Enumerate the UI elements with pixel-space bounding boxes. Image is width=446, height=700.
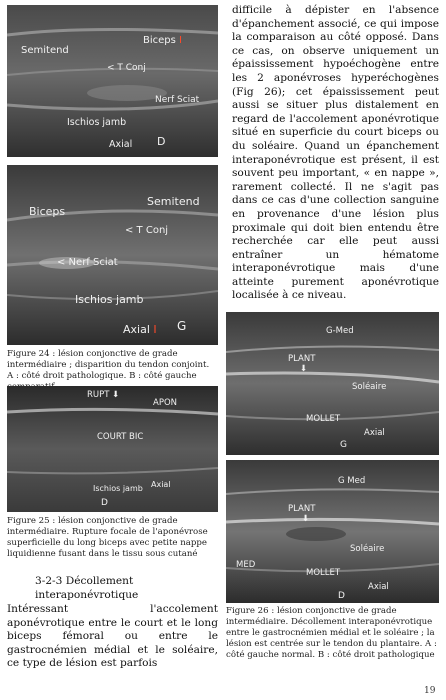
label-side: G <box>177 319 187 333</box>
down-arrow-icon: ⬇ <box>302 514 310 524</box>
label-side: G <box>340 440 347 450</box>
label-tendon-conjoint: < T Conj <box>125 225 169 236</box>
label-side: D <box>157 135 166 148</box>
label-side: D <box>338 591 345 601</box>
label-soleaire: Soléaire <box>350 544 385 554</box>
figure-24-image-b <box>7 165 218 345</box>
figure-26-caption: Figure 26 : lésion conjonctive de grade intermédiaire. Décollement interaponévrotique entre le gastrocnémien médial et le soléaire ; la lésion est centrée sur le tendon du plantaire. A : côté gauche normal. B : côté droit pathologique <box>226 606 437 660</box>
label-gastrocnemien-medial: G-Med <box>326 326 354 336</box>
label-mollet: MOLLET <box>306 568 341 578</box>
down-arrow-icon: ⬇ <box>112 390 120 400</box>
down-arrow-icon: ⬇ <box>300 364 308 374</box>
label-axial: Axial <box>368 582 389 592</box>
label-semitend: Semitend <box>21 45 69 56</box>
right-column-paragraph: difficile à dépister en l'absence d'épanchement associé, ce qui impose la comparaison au côté opposé. Dans ce cas, on observe uniquement un épaississement hypoéchogène entre les 2 aponévroses hyperéchogènes (Fig 26); cet épaississement peut aussi se situer plus distalement en regard de l'accolement aponévrotique situé en superficie du court biceps ou du soléaire. Quand un épanchement interaponévrotique est présent, il est souvent peu important, « en nappe », rarement collecté. Il ne s'agit pas dans ce cas d'une collection sanguine en provenance d'une lésion plus proximale qui doit bien entendu être recherchée car elle peut aussi entraîner un hématome interaponévrotique mais d'une atteinte purement aponévrotique localisée à ce niveau. <box>232 4 439 302</box>
label-soleaire: Soléaire <box>352 382 387 392</box>
figure-26-image-a <box>226 312 439 455</box>
label-rupture: RUPT ⬇ <box>87 390 120 400</box>
label-axial: Axial <box>364 428 385 438</box>
figure-24-image-a <box>7 5 218 157</box>
label-axial: Axial I <box>123 323 157 336</box>
label-biceps: Biceps <box>29 205 66 218</box>
ultrasound-texture <box>7 5 218 157</box>
label-mollet: MOLLET <box>306 414 341 424</box>
figure-24-caption: Figure 24 : lésion conjonctive de grade intermédiaire ; disparition du tendon conjoint. A : côté droit pathologique. B : côté gauche <box>7 349 210 381</box>
label-plantaire: PLANT ⬇ <box>288 504 316 524</box>
label-axial: Axial <box>109 139 133 150</box>
label-ischios-jambiers: Ischios jamb <box>75 293 144 306</box>
label-nerf-sciatique: Nerf Sciat <box>155 95 200 105</box>
ultrasound-texture <box>7 165 218 345</box>
figure-25-image <box>7 386 218 512</box>
label-biceps: Biceps I <box>143 35 182 46</box>
label-nerf-sciatique: < Nerf Sciat <box>57 257 118 268</box>
figure-26-image-b <box>226 460 439 603</box>
label-ischios-jambiers: Ischios jamb <box>93 484 143 493</box>
section-heading: 3-2-3 Décollement interaponévrotique <box>35 575 139 601</box>
ultrasound-texture <box>7 386 218 512</box>
label-tendon-conjoint: < T Conj <box>107 63 146 73</box>
label-side: D <box>101 498 108 508</box>
label-court-biceps: COURT BIC <box>97 432 144 442</box>
label-medial: MED <box>236 560 256 570</box>
label-axial: Axial <box>151 480 171 489</box>
section-text: Intéressant l'accolement aponévrotique entre le court et le long biceps fémoral ou entre le gastrocnémien médial et le soléaire, ce type de lésion est parfois <box>7 603 218 670</box>
label-plantaire: PLANT ⬇ <box>288 354 316 374</box>
page-number: 19 <box>424 686 436 696</box>
label-aponevrose: APON <box>153 398 177 408</box>
figure-25-caption: Figure 25 : lésion conjonctive de grade intermédiaire. Rupture focale de l'aponévrose superficielle du long biceps avec petite nappe liquidienne fusant dans le tissu sous cutané <box>7 516 208 559</box>
label-semitend: Semitend <box>147 195 200 208</box>
ultrasound-texture <box>226 460 439 603</box>
label-ischios-jambiers: Ischios jamb <box>67 117 127 128</box>
label-gastrocnemien-medial: G Med <box>338 476 366 486</box>
